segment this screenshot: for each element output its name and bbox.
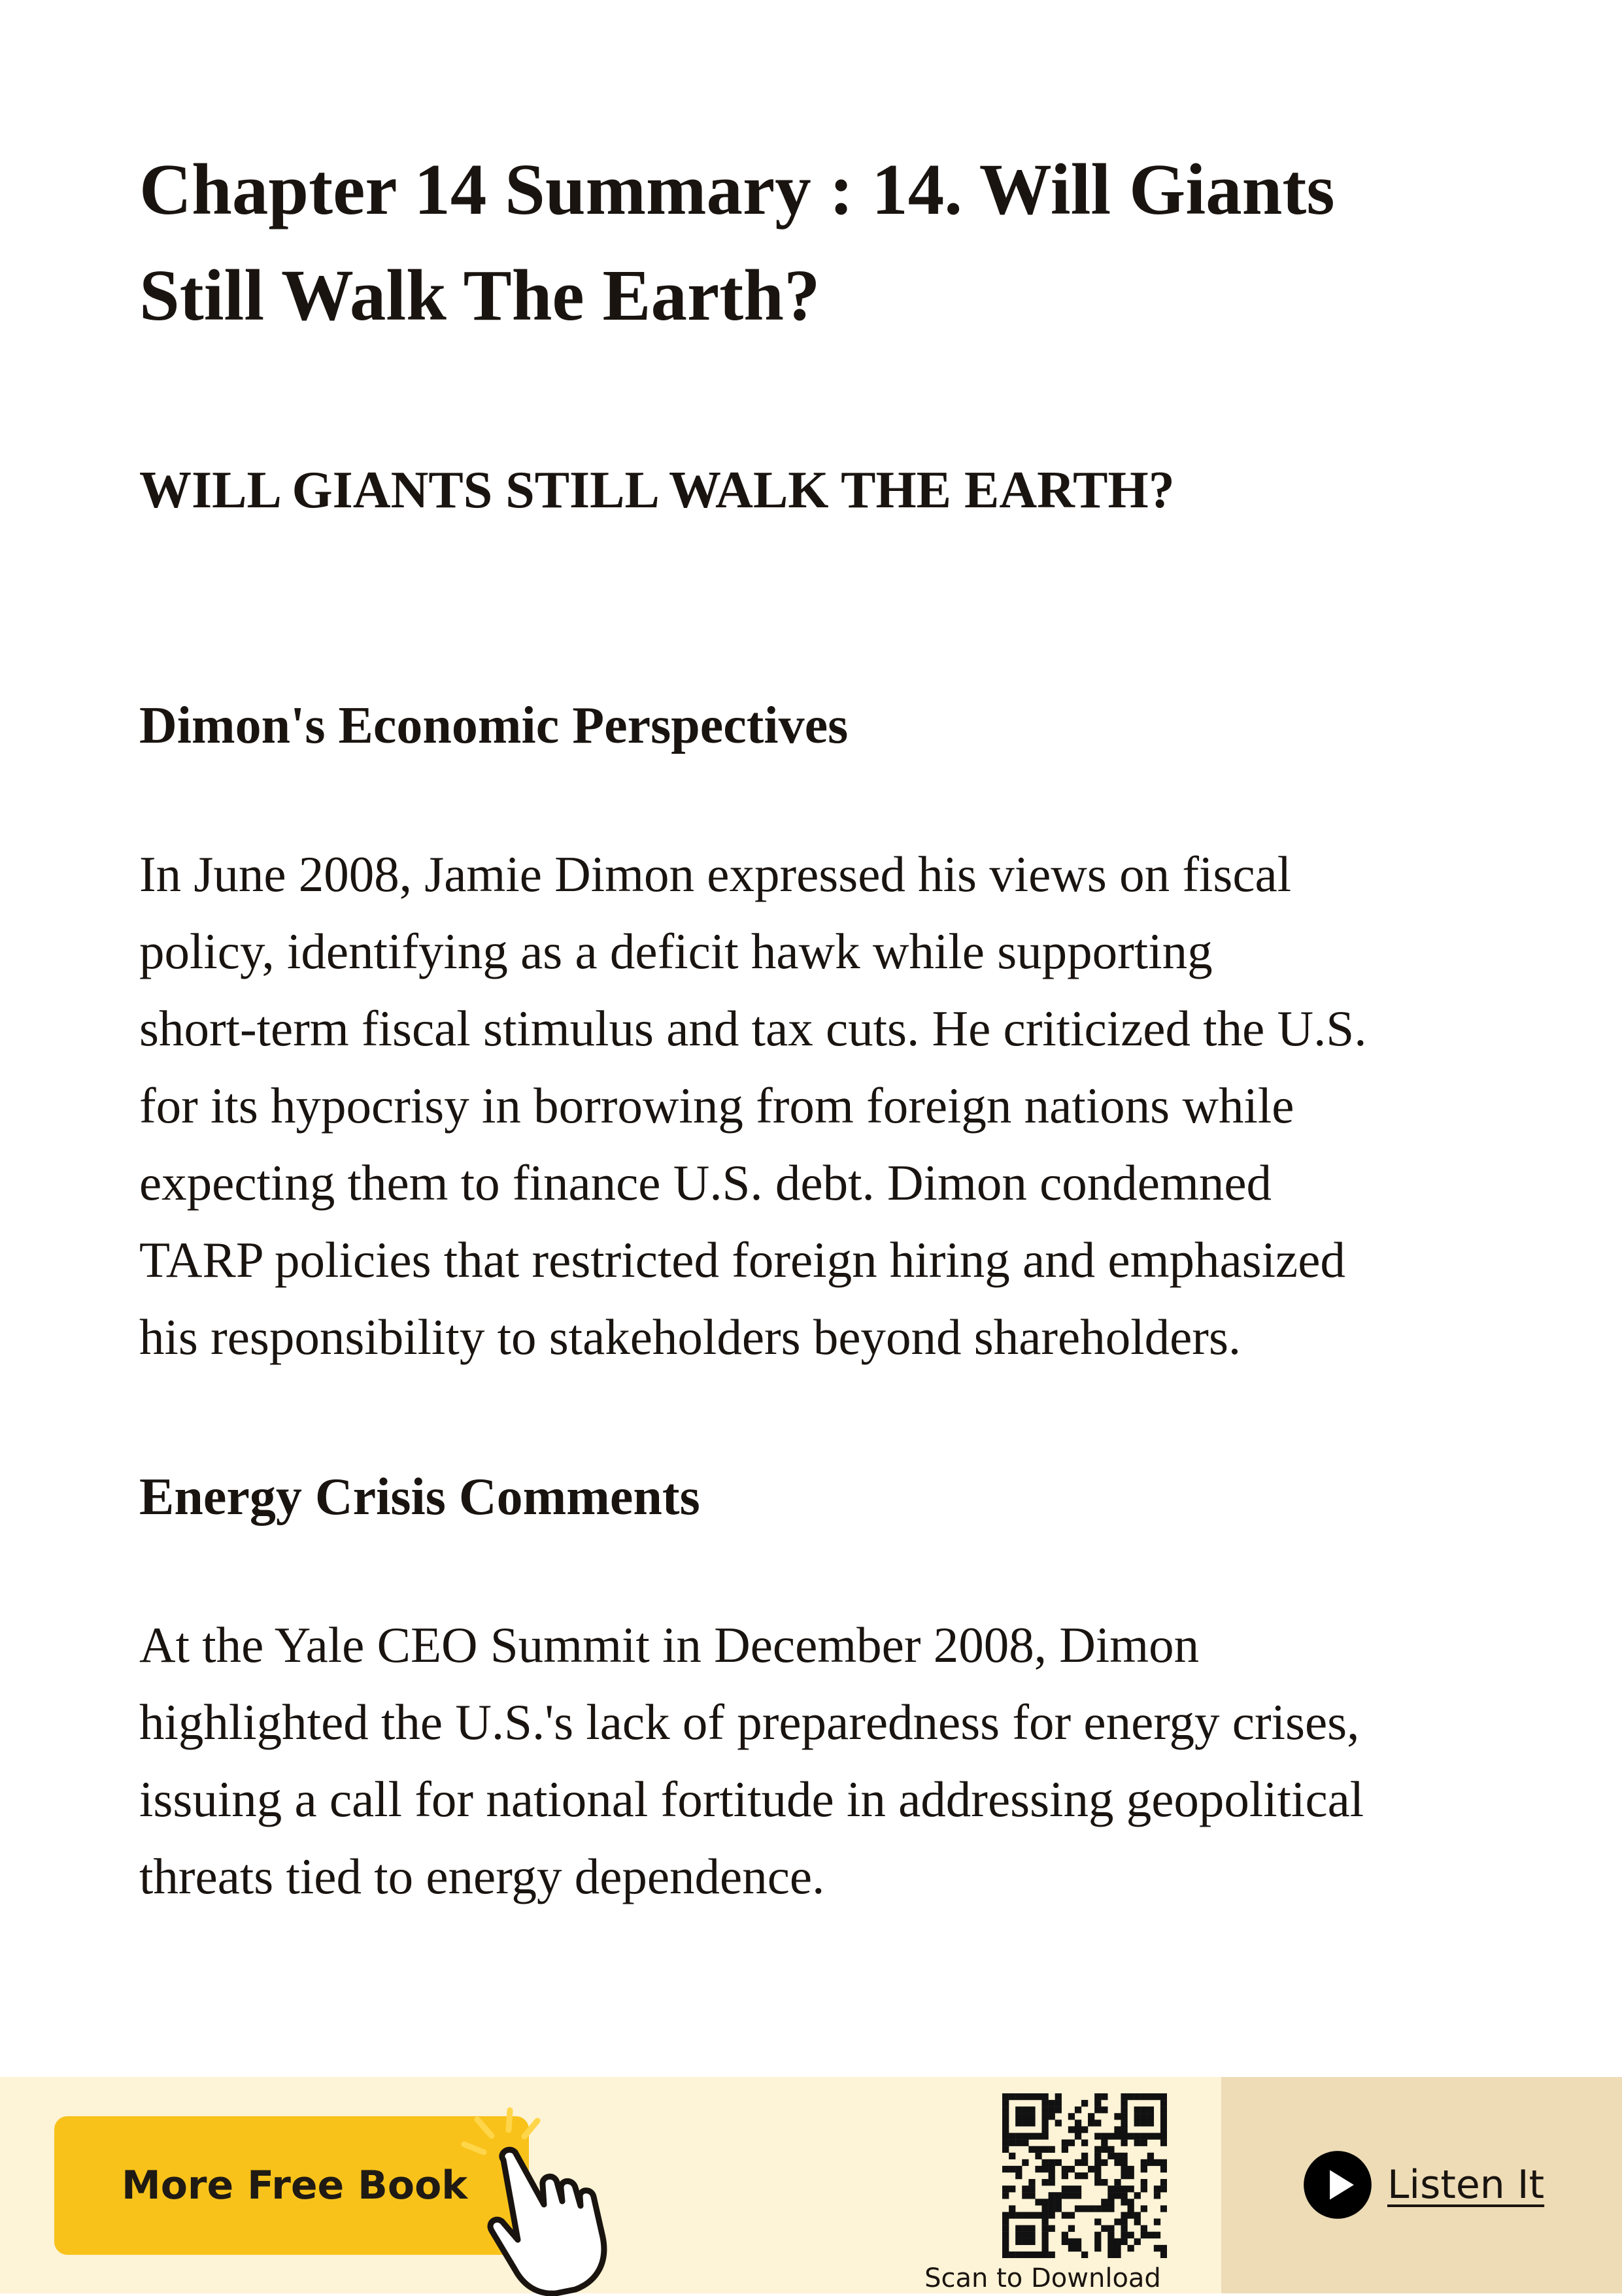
paragraph-line: threats tied to energy dependence. bbox=[139, 1848, 825, 1904]
section-heading: WILL GIANTS STILL WALK THE EARTH? bbox=[139, 462, 1175, 519]
paragraph-line: TARP policies that restricted foreign hiring and emphasized bbox=[139, 1232, 1345, 1288]
chapter-title bbox=[139, 137, 1499, 349]
subheading-economic-perspectives: Dimon's Economic Perspectives bbox=[139, 697, 849, 754]
page-content bbox=[139, 137, 1499, 1904]
paragraph-line: highlighted the U.S.'s lack of preparedness for energy crises, bbox=[139, 1694, 1360, 1750]
scan-to-download-label: Scan to Download bbox=[924, 2263, 1161, 2293]
paragraph-line: his responsibility to stakeholders beyond shareholders. bbox=[139, 1309, 1242, 1365]
more-free-book-label: More Free Book bbox=[122, 2163, 468, 2208]
paragraph-line: At the Yale CEO Summit in December 2008, Dimon bbox=[139, 1617, 1200, 1673]
paragraph-energy-crisis bbox=[139, 1606, 1499, 1915]
paragraph-line: In June 2008, Jamie Dimon expressed his views on fiscal bbox=[139, 846, 1292, 902]
paragraph-line: short-term fiscal stimulus and tax cuts. He criticized the U.S. bbox=[139, 1000, 1367, 1056]
listen-it-button[interactable] bbox=[1302, 2149, 1544, 2221]
paragraph-line: policy, identifying as a deficit hawk while supporting bbox=[139, 923, 1213, 979]
qr-code bbox=[1002, 2093, 1167, 2258]
paragraph-economic-perspectives bbox=[139, 836, 1499, 1376]
chapter-title-line: Still Walk The Earth? bbox=[139, 256, 820, 336]
play-icon bbox=[1302, 2150, 1373, 2220]
subheading-energy-crisis: Energy Crisis Comments bbox=[139, 1468, 700, 1526]
pointing-hand-icon bbox=[458, 2106, 628, 2296]
paragraph-line: expecting them to finance U.S. debt. Dimon condemned bbox=[139, 1155, 1272, 1211]
paragraph-line: issuing a call for national fortitude in addressing geopolitical bbox=[139, 1771, 1364, 1827]
paragraph-line: for its hypocrisy in borrowing from foreign nations while bbox=[139, 1077, 1294, 1134]
footer-bar bbox=[0, 2077, 1622, 2293]
listen-it-label: Listen It bbox=[1387, 2162, 1545, 2208]
chapter-title-line: Chapter 14 Summary : 14. Will Giants bbox=[139, 150, 1335, 230]
